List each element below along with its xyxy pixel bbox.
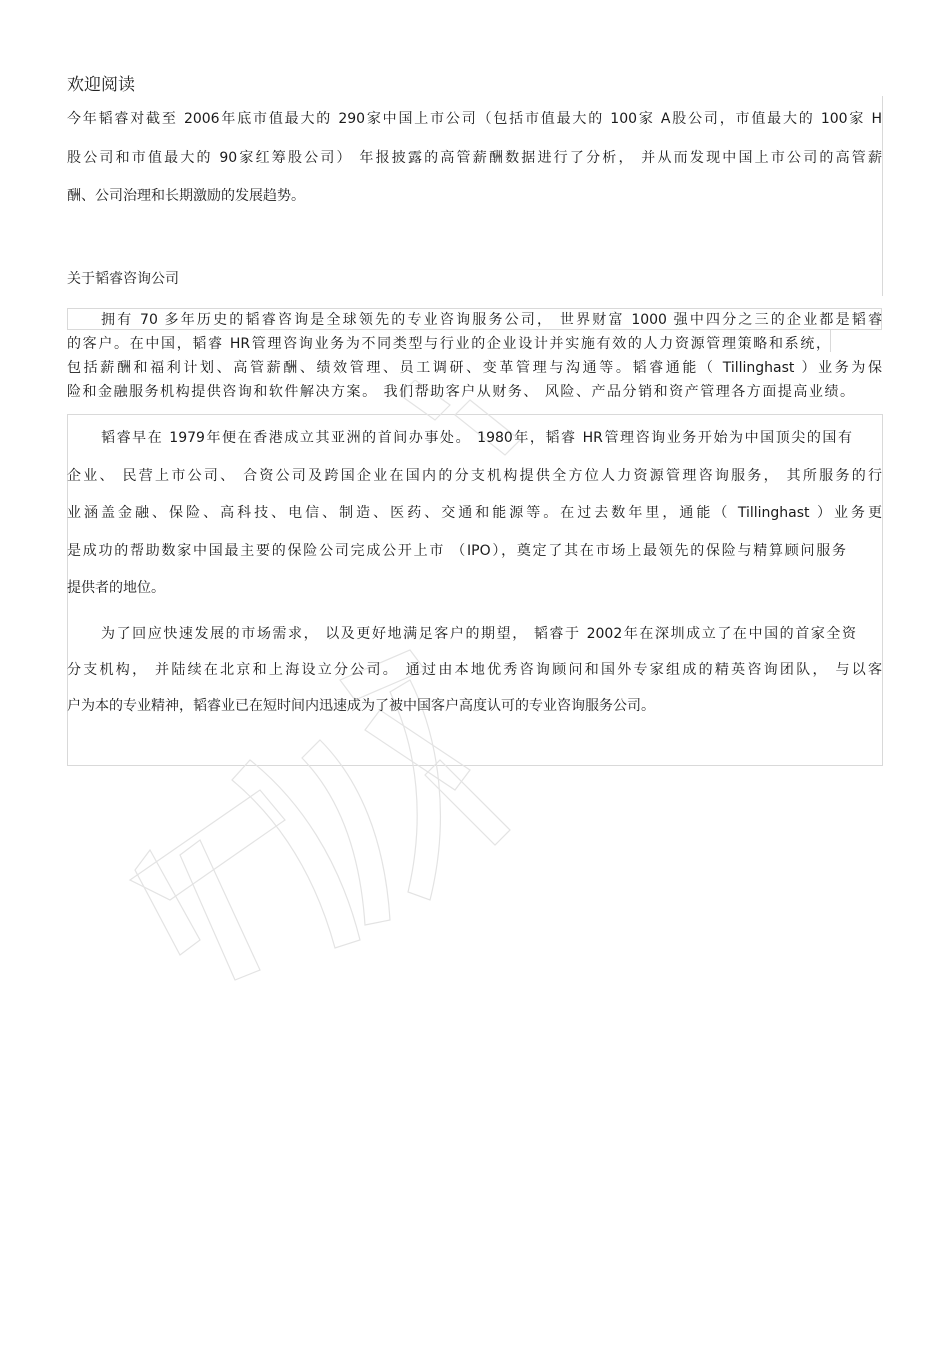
history-line: 企业、 民营上市公司、 合资公司及跨国企业在国内的分支机构提供全方位人力资源管理咨询服务， 其所服务的行	[67, 467, 882, 484]
history-line: 提供者的地位。	[67, 580, 165, 596]
about-line: 的客户。在中国，韬睿 HR管理咨询业务为不同类型与行业的企业设计并实施有效的人力资源管理策略和系统，	[67, 336, 830, 352]
frame-line-mid	[67, 414, 882, 415]
history-paragraph	[67, 420, 882, 608]
frame-line-bottom	[67, 765, 883, 766]
frame-line-right-top	[882, 96, 883, 296]
about-heading: 关于韬睿咨询公司	[67, 271, 179, 287]
history-line: 是成功的帮助数家中国最主要的保险公司完成公开上市 （IPO），奠定了其在市场上最领先的保险与精算顾问服务	[67, 542, 846, 559]
intro-line: 酬、公司治理和长期激励的发展趋势。	[67, 188, 305, 204]
growth-line: 户为本的专业精神，韬睿业已在短时间内迅速成为了被中国客户高度认可的专业咨询服务公司。	[67, 698, 655, 714]
history-line: 业涵盖金融、保险、高科技、电信、制造、医药、交通和能源等。在过去数年里，通能（ Tillinghast ）业务更	[67, 505, 882, 521]
history-line: 韬睿早在 1979年便在香港成立其亚洲的首间办事处。 1980年，韬睿 HR管理咨询业务开始为中国顶尖的国有	[101, 430, 852, 446]
frame-line-right	[882, 414, 883, 766]
growth-line: 为了回应快速发展的市场需求， 以及更好地满足客户的期望， 韬睿于 2002年在深圳成立了在中国的首家全资	[101, 626, 856, 642]
about-paragraph	[67, 308, 882, 404]
about-line: 包括薪酬和福利计划、高管薪酬、绩效管理、员工调研、变革管理与沟通等。韬睿通能（ Tillinghast ）业务为保	[67, 360, 882, 376]
intro-line: 股公司和市值最大的 90家红筹股公司） 年报披露的高管薪酬数据进行了分析， 并从而发现中国上市公司的高管薪	[67, 149, 882, 166]
growth-line: 分支机构， 并陆续在北京和上海设立分公司。 通过由本地优秀咨询顾问和国外专家组成的精英咨询团队， 与以客	[67, 662, 882, 678]
about-line: 险和金融服务机构提供咨询和软件解决方案。 我们帮助客户从财务、 风险、产品分销和资产管理各方面提高业绩。	[67, 384, 854, 400]
welcome-title: 欢迎阅读	[67, 75, 135, 95]
growth-paragraph	[67, 616, 882, 724]
about-line: 拥有 70 多年历史的韬睿咨询是全球领先的专业咨询服务公司， 世界财富 1000 强中四分之三的企业都是韬睿	[101, 312, 882, 328]
intro-paragraph	[67, 100, 882, 216]
intro-line: 今年韬睿对截至 2006年底市值最大的 290家中国上市公司（包括市值最大的 100家 A股公司，市值最大的 100家 H	[67, 111, 882, 127]
